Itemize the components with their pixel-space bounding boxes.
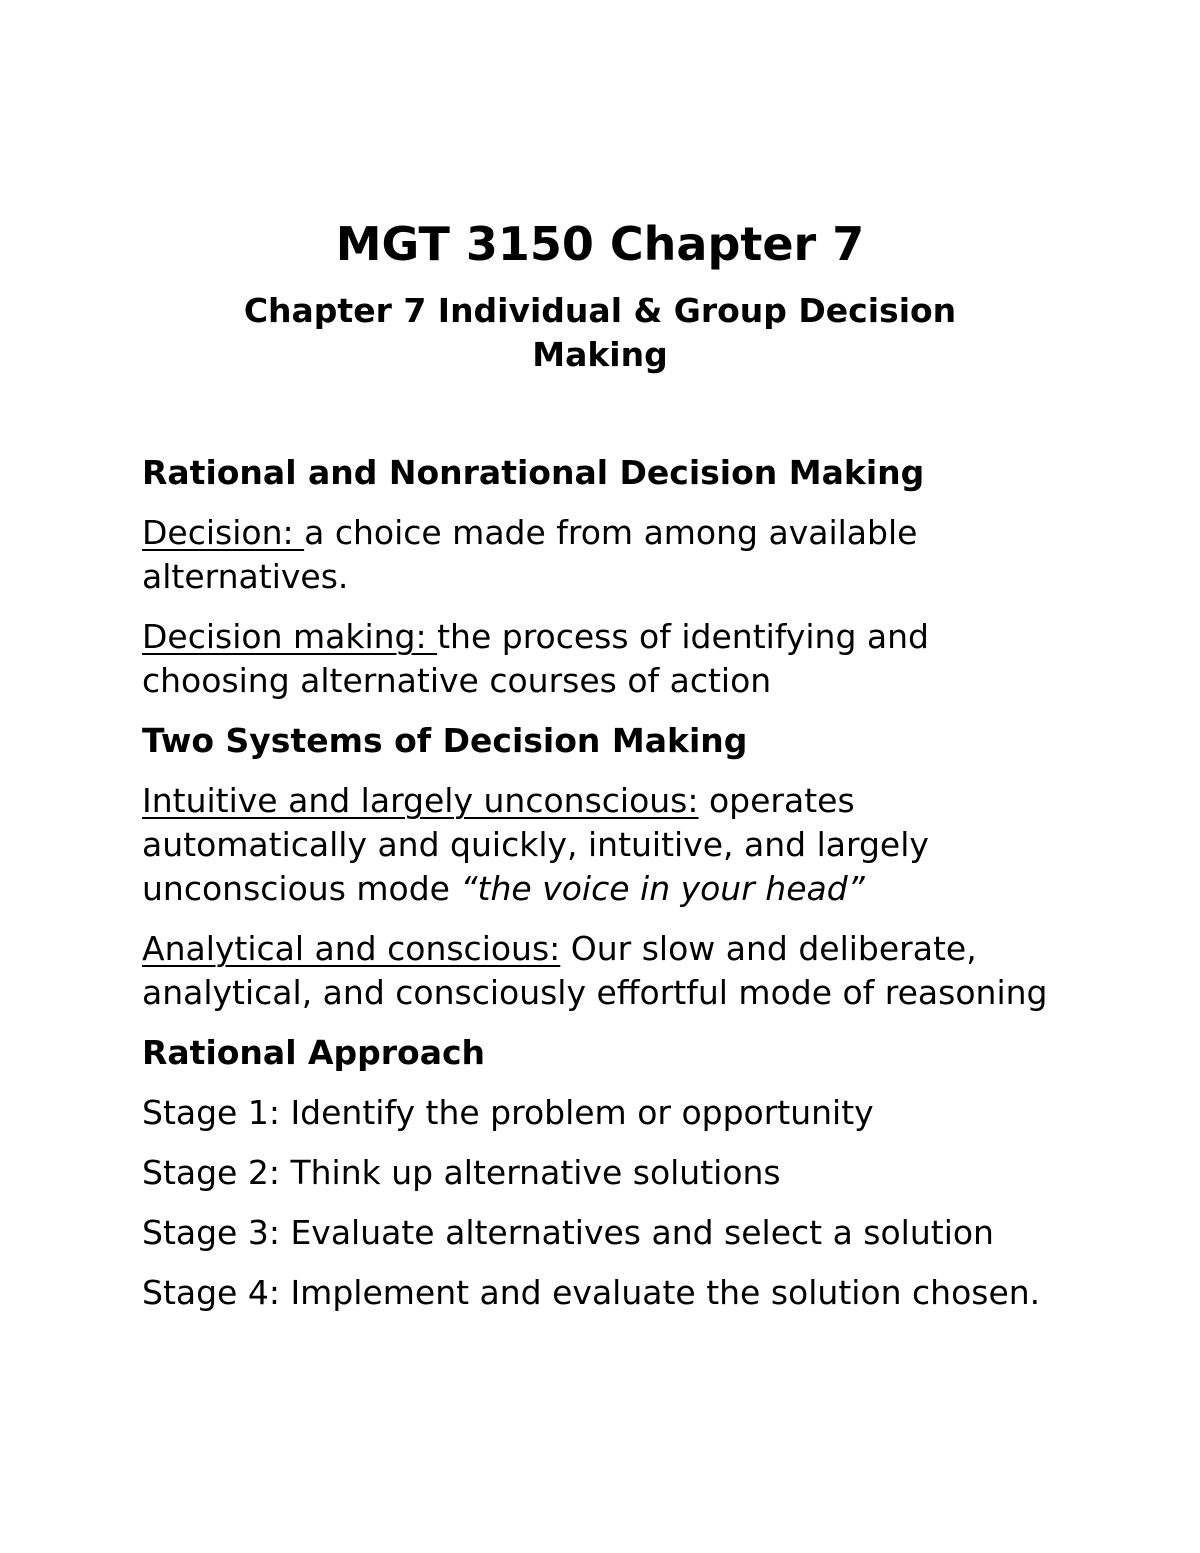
- stage-item: Stage 4: Implement and evaluate the solution chosen.: [142, 1273, 1041, 1312]
- definition-analytical: [142, 927, 1072, 1015]
- quote-voice-in-head: “the voice in your head”: [460, 869, 865, 908]
- definition-decision: [142, 511, 1072, 599]
- definition-decision-making: [142, 615, 1072, 703]
- term-decision-making: Decision making:: [142, 617, 438, 656]
- term-intuitive: Intuitive and largely unconscious:: [142, 781, 699, 820]
- definition-text-decision-making: the process of identifying and choosing alternative courses of action: [142, 617, 929, 700]
- definition-intuitive: [142, 779, 1072, 911]
- definition-text-intuitive: operates automatically and quickly, intuitive, and largely unconscious mode: [142, 781, 929, 908]
- document-title: MGT 3150 Chapter 7: [335, 217, 865, 271]
- stage-item: Stage 3: Evaluate alternatives and select a solution: [142, 1213, 994, 1252]
- term-analytical: Analytical and conscious:: [142, 929, 561, 968]
- stage-item: Stage 2: Think up alternative solutions: [142, 1153, 781, 1192]
- term-decision: Decision:: [142, 513, 305, 552]
- definition-text-analytical: Our slow and deliberate, analytical, and consciously effortful mode of reasoning: [142, 929, 1048, 1012]
- document-subtitle: Chapter 7 Individual & Group Decision Making: [243, 291, 957, 374]
- section-heading-rational-nonrational: Rational and Nonrational Decision Making: [142, 453, 925, 492]
- section-heading-rational-approach: Rational Approach: [142, 1033, 486, 1072]
- definition-text-decision: a choice made from among available alternatives.: [142, 513, 918, 596]
- document-body: [142, 451, 1072, 1331]
- stage-item: Stage 1: Identify the problem or opportunity: [142, 1093, 874, 1132]
- section-heading-two-systems: Two Systems of Decision Making: [142, 721, 748, 760]
